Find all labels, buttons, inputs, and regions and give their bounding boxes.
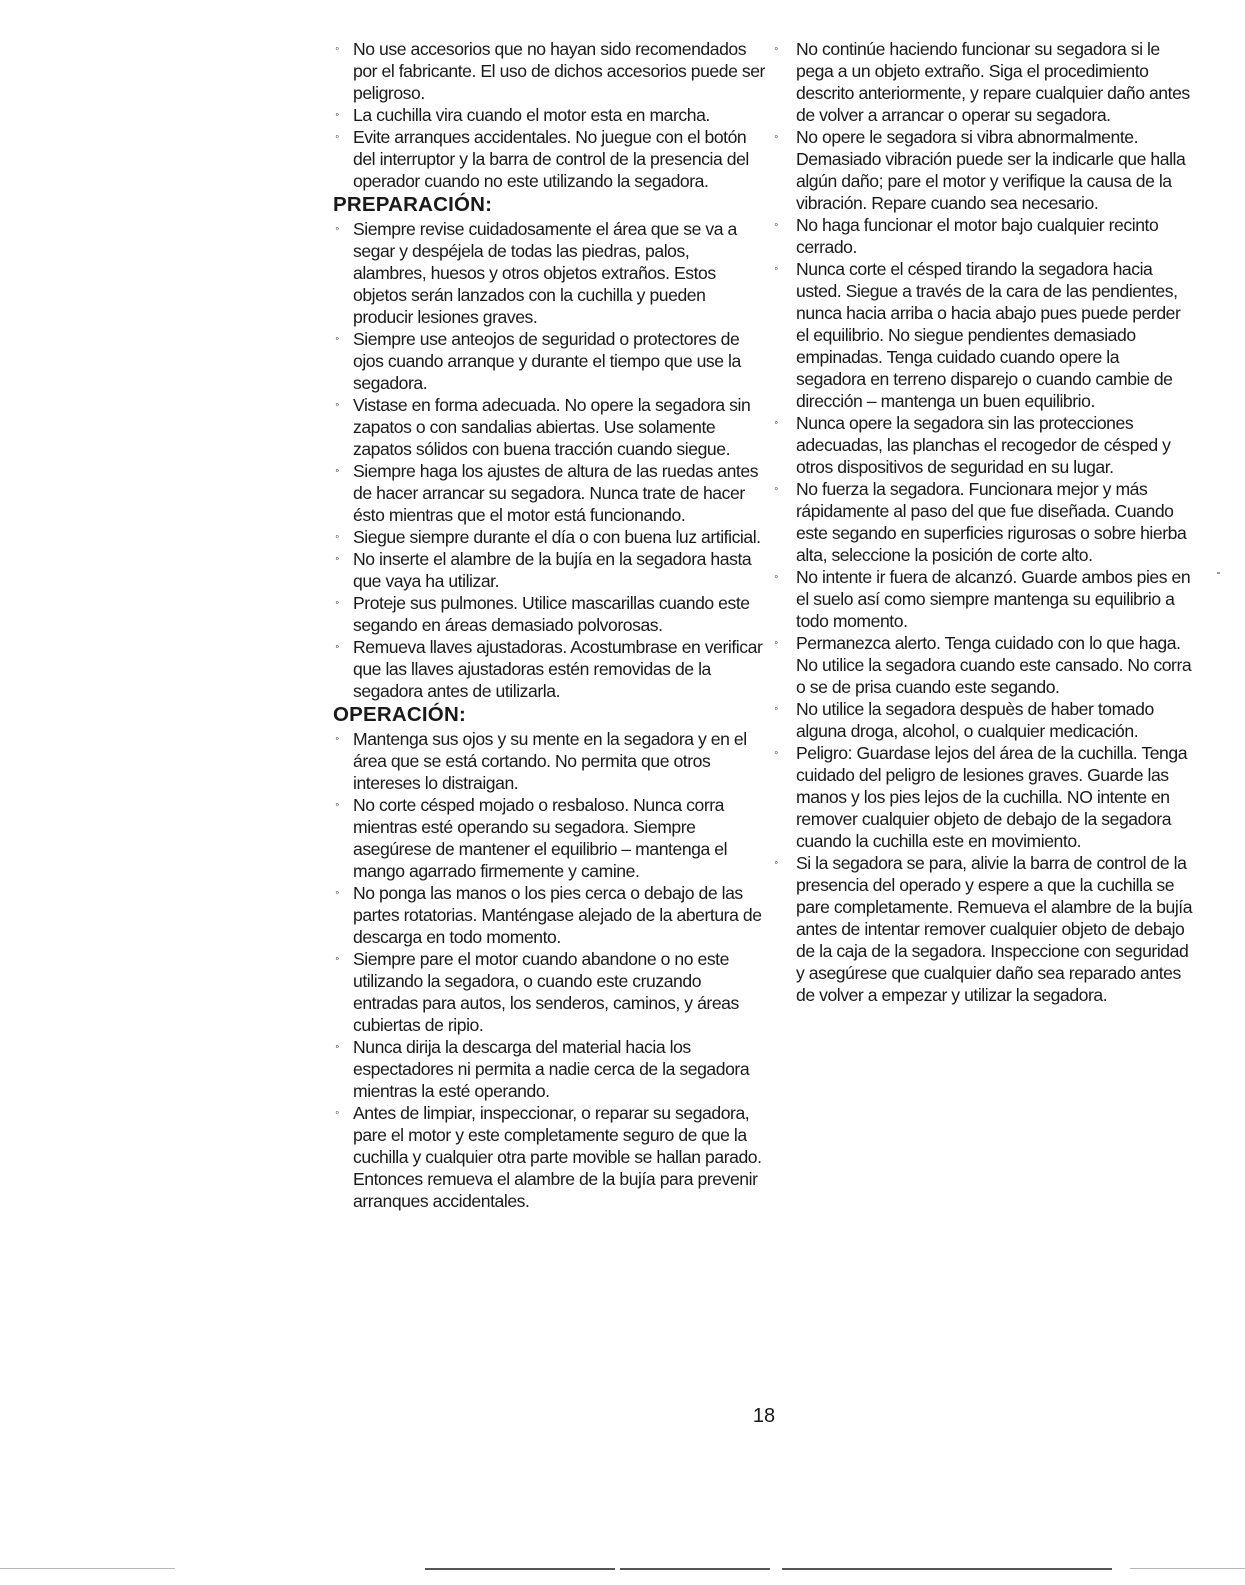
bullet-icon: ◦ — [335, 799, 339, 811]
scan-edge-line — [0, 1568, 175, 1569]
bullet-icon: ◦ — [335, 333, 339, 345]
list-item-text: Antes de limpiar, inspeccionar, o reparar su segadora, pare el motor y este completamente seguro de que la cuchilla y cualquier otra parte movible se hallan parado. Entonces remueva el alambre de la bujía para prevenir arranques accidentales. — [353, 1103, 762, 1211]
bullet-icon: ◦ — [774, 483, 778, 495]
list-item — [325, 1102, 765, 1212]
list-item-text: No use accesorios que no hayan sido recomendados por el fabricante. El uso de dichos accesorios puede ser peligroso. — [353, 39, 765, 103]
list-item — [768, 214, 1193, 258]
list-item — [325, 126, 765, 192]
bullet-icon: ◦ — [335, 887, 339, 899]
list-item-text: Siegue siempre durante el día o con buena luz artificial. — [353, 527, 761, 547]
section-heading-operacion: OPERACIÓN: — [333, 703, 466, 726]
bullet-icon: ◦ — [335, 109, 339, 121]
list-item-text: No inserte el alambre de la bujía en la segadora hasta que vaya ha utilizar. — [353, 549, 752, 591]
list-item-text: Vistase en forma adecuada. No opere la segadora sin zapatos o con sandalias abiertas. Use solamente zapatos sólidos con buena tracción cuando siegue. — [353, 395, 751, 459]
bullet-icon: ◦ — [335, 223, 339, 235]
scan-edge-line — [1130, 1568, 1245, 1569]
list-item — [325, 460, 765, 526]
list-item-text: Peligro: Guardase lejos del área de la cuchilla. Tenga cuidado del peligro de lesiones graves. Guarde las manos y los pies lejos de la cuchilla. NO intente en remover cualquier objeto de debajo de la segadora cuando la cuchilla este en movimiento. — [796, 743, 1188, 851]
list-item-text: Siempre pare el motor cuando abandone o no este utilizando la segadora, o cuando este cruzando entradas para autos, los senderos, caminos, y áreas cubiertas de ripio. — [353, 949, 739, 1035]
bullet-icon: ◦ — [335, 1107, 339, 1119]
list-item-text: No fuerza la segadora. Funcionara mejor y más rápidamente al paso del que fue diseñada. Cuando este segando en superficies rigurosas o sobre hierba alta, seleccione la posición de corte alto. — [796, 479, 1187, 565]
list-item — [325, 394, 765, 460]
scan-edge-line — [620, 1568, 770, 1570]
list-item — [325, 526, 765, 548]
list-item — [325, 1036, 765, 1102]
list-item — [325, 636, 765, 702]
list-item-text: La cuchilla vira cuando el motor esta en marcha. — [353, 105, 710, 125]
scan-edge-line — [425, 1568, 615, 1570]
list-item — [325, 104, 765, 126]
list-item-text: Siempre haga los ajustes de altura de las ruedas antes de hacer arrancar su segadora. Nunca trate de hacer ésto mientras que el motor está funcionando. — [353, 461, 759, 525]
list-item — [325, 218, 765, 328]
list-item-text: Proteje sus pulmones. Utilice mascarillas cuando este segando en áreas demasiado polvorosas. — [353, 593, 750, 635]
bullet-icon: ◦ — [774, 857, 778, 869]
list-item — [768, 742, 1193, 852]
right-column — [768, 38, 1193, 1006]
bullet-icon: ◦ — [335, 641, 339, 653]
left-column — [325, 38, 765, 1212]
list-item — [768, 632, 1193, 698]
list-item-text: No utilice la segadora despuès de haber tomado alguna droga, alcohol, o cualquier medicación. — [796, 699, 1154, 741]
list-item-text: Siempre revise cuidadosamente el área que se va a segar y despéjela de todas las piedras, palos, alambres, huesos y otros objetos extraños. Estos objetos serán lanzados con la cuchilla y pueden producir lesiones graves. — [353, 219, 737, 327]
list-item-text: Siempre use anteojos de seguridad o protectores de ojos cuando arranque y durante el tiempo que use la segadora. — [353, 329, 741, 393]
list-item — [768, 478, 1193, 566]
list-item — [325, 948, 765, 1036]
bullet-icon: ◦ — [774, 571, 778, 583]
bullet-icon: ◦ — [774, 637, 778, 649]
list-item — [768, 38, 1193, 126]
page-number: 18 — [752, 1405, 776, 1427]
list-item — [325, 592, 765, 636]
bullet-icon: ◦ — [335, 1041, 339, 1053]
list-item — [768, 258, 1193, 412]
list-item — [768, 126, 1193, 214]
scan-mark — [1217, 572, 1220, 574]
list-item — [768, 566, 1193, 632]
list-item — [768, 412, 1193, 478]
list-item-text: Nunca corte el césped tirando la segadora hacia usted. Siegue a través de la cara de las pendientes, nunca hacia arriba o hacia abajo pues puede perder el equilibrio. No siegue pendientes demasiado empinadas. Tenga cuidado cuando opere la segadora en terreno disparejo o cuando cambie de dirección – mantenga un buen equilibrio. — [796, 259, 1181, 411]
list-item — [768, 698, 1193, 742]
list-item — [325, 328, 765, 394]
list-item — [325, 38, 765, 104]
list-item-text: Si la segadora se para, alivie la barra de control de la presencia del operado y espere a que la cuchilla se pare completamente. Remueva el alambre de la bujía antes de intentar remover cualquier objeto de debajo de la caja de la segadora. Inspeccione con seguridad y asegúrese que cualquier daño sea reparado antes de volver a empezar y utilizar la segadora. — [796, 853, 1193, 1005]
bullet-icon: ◦ — [774, 131, 778, 143]
list-item — [325, 882, 765, 948]
bullet-icon: ◦ — [774, 43, 778, 55]
list-item-text: Nunca opere la segadora sin las protecciones adecuadas, las planchas el recogedor de césped y otros dispositivos de seguridad en su lugar. — [796, 413, 1171, 477]
list-item-text: No continúe haciendo funcionar su segadora si le pega a un objeto extraño. Siga el procedimiento descrito anteriormente, y repare cualquier daño antes de volver a arrancar o operar su segadora. — [796, 39, 1190, 125]
bullet-icon: ◦ — [774, 417, 778, 429]
list-item-text: No intente ir fuera de alcanzó. Guarde ambos pies en el suelo así como siempre mantenga su equilibrio a todo momento. — [796, 567, 1191, 631]
bullet-icon: ◦ — [774, 747, 778, 759]
list-item-text: No ponga las manos o los pies cerca o debajo de las partes rotatorias. Manténgase alejado de la abertura de descarga en todo momento. — [353, 883, 762, 947]
list-item — [768, 852, 1193, 1006]
list-item-text: No opere le segadora si vibra abnormalmente. Demasiado vibración puede ser la indicarle que halla algún daño; pare el motor y verifique la causa de la vibración. Repare cuando sea necesario. — [796, 127, 1186, 213]
bullet-icon: ◦ — [335, 465, 339, 477]
list-item-text: Permanezca alerto. Tenga cuidado con lo que haga. No utilice la segadora cuando este cansado. No corra o se de prisa cuando este segando. — [796, 633, 1192, 697]
list-item — [325, 728, 765, 794]
bullet-icon: ◦ — [335, 131, 339, 143]
bullet-icon: ◦ — [774, 219, 778, 231]
bullet-icon: ◦ — [774, 703, 778, 715]
section-heading-preparacion: PREPARACIÓN: — [333, 193, 493, 216]
bullet-icon: ◦ — [335, 553, 339, 565]
bullet-icon: ◦ — [335, 399, 339, 411]
bullet-icon: ◦ — [335, 953, 339, 965]
list-item-text: Remueva llaves ajustadoras. Acostumbrase en verificar que las llaves ajustadoras estén removidas de la segadora antes de utilizarla. — [353, 637, 763, 701]
list-item-text: Mantenga sus ojos y su mente en la segadora y en el área que se está cortando. No permita que otros intereses lo distraigan. — [353, 729, 747, 793]
bullet-icon: ◦ — [335, 597, 339, 609]
list-item-text: No haga funcionar el motor bajo cualquier recinto cerrado. — [796, 215, 1159, 257]
bullet-icon: ◦ — [774, 263, 778, 275]
list-item-text: Evite arranques accidentales. No juegue con el botón del interruptor y la barra de control de la presencia del operador cuando no este utilizando la segadora. — [353, 127, 749, 191]
scan-edge-line — [782, 1568, 1112, 1570]
bullet-icon: ◦ — [335, 531, 339, 543]
list-item-text: No corte césped mojado o resbaloso. Nunca corra mientras esté operando su segadora. Siempre asegúrese de mantener el equilibrio – mantenga el mango agarrado firmemente y camine. — [353, 795, 728, 881]
bullet-icon: ◦ — [335, 43, 339, 55]
bullet-icon: ◦ — [335, 733, 339, 745]
list-item-text: Nunca dirija la descarga del material hacia los espectadores ni permita a nadie cerca de la segadora mientras la esté operando. — [353, 1037, 750, 1101]
list-item — [325, 548, 765, 592]
list-item — [325, 794, 765, 882]
